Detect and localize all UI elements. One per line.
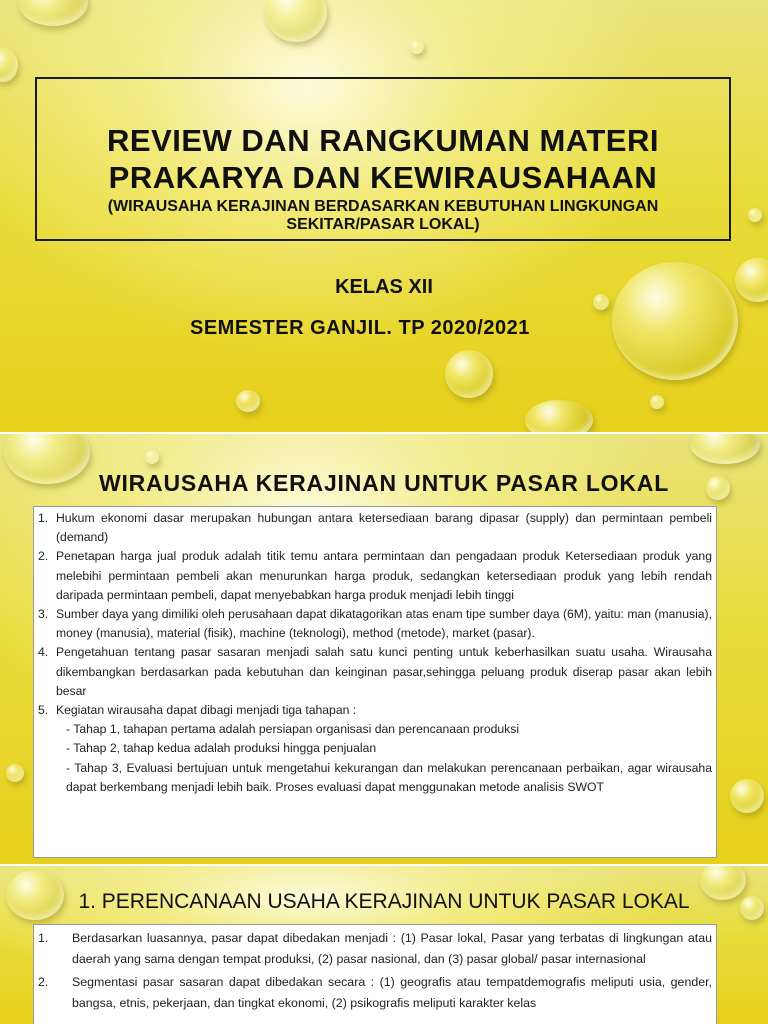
water-drop <box>236 390 260 412</box>
slide-perencanaan <box>0 866 768 1024</box>
item-number: 2. <box>38 549 49 564</box>
item-text: Penetapan harga jual produk adalah titik temu antara permintaan dan pengadaan produk Ketersediaan produk yang melebihi permintaan pembeli akan menurunkan harga produk, sedangkan ketersediaan produk yang lebih rendah daripada permintaan pembeli, dapat menyebabkan harga produk menjadi lebih tinggi <box>56 549 712 602</box>
title-line-1: REVIEW DAN RANGKUMAN MATERI <box>107 123 659 158</box>
kelas-label: KELAS XII <box>335 276 433 298</box>
water-drop <box>730 779 764 813</box>
water-drop <box>748 208 762 222</box>
water-drop <box>265 0 327 42</box>
list-item <box>38 509 712 547</box>
item-text: Berdasarkan luasannya, pasar dapat dibedakan menjadi : (1) Pasar lokal, Pasar yang terbatas di lingkungan atau daerah yang sama dengan tempat produksi, (2) pasar nasional, dan (3) pasar global/ pasar internasional <box>72 931 712 966</box>
water-drop <box>445 350 493 398</box>
item-number: 2. <box>38 975 49 989</box>
title-subtitle: (WIRAUSAHA KERAJINAN BERDASARKAN KEBUTUHAN LINGKUNGAN SEKITAR/PASAR LOKAL) <box>107 198 659 233</box>
sub-item: - Tahap 3, Evaluasi bertujuan untuk mengetahui kekurangan dan melakukan perencanaan perbaikan, agar wirausaha dapat berkembang menjadi lebih baik. Proses evaluasi dapat menggunakan metode analisis SWOT <box>66 760 712 794</box>
item-text: Kegiatan wirausaha dapat dibagi menjadi tiga tahapan : <box>56 703 357 718</box>
item-number: 5. <box>38 703 49 718</box>
list-item <box>38 547 712 605</box>
numbered-list <box>38 509 712 797</box>
numbered-list <box>38 928 712 1014</box>
content-box <box>33 924 717 1024</box>
sub-item: - Tahap 2, tahap kedua adalah produksi hingga penjualan <box>66 741 377 756</box>
title-box <box>35 77 731 241</box>
item-number: 3. <box>38 607 49 622</box>
item-text: Hukum ekonomi dasar merupakan hubungan antara ketersediaan barang dipasar (supply) dan permintaan pembeli (demand) <box>56 511 712 545</box>
slide-title-heading <box>37 122 729 196</box>
slide-title <box>0 0 768 432</box>
water-drop <box>145 450 159 464</box>
water-drop <box>6 764 24 782</box>
water-drop <box>18 0 88 26</box>
water-drop <box>0 48 18 82</box>
slide-pasar-lokal <box>0 434 768 864</box>
list-item <box>38 643 712 701</box>
item-number: 1. <box>38 931 49 945</box>
list-item <box>38 605 712 643</box>
item-text: Segmentasi pasar sasaran dapat dibedakan secara : (1) geografis atau tempatdemografis meliputi usia, gender, bangsa, etnis, pekerjaan, dan tingkat ekonomi, (2) psikografis meliputi karakter kelas <box>72 975 712 1010</box>
item-number: 1. <box>38 511 49 525</box>
water-drop <box>690 434 760 464</box>
list-item <box>38 972 712 1014</box>
item-text: Sumber daya yang dimiliki oleh perusahaan dapat dikatagorikan atas enam tipe sumber daya (6M), yaitu: man (manusia), money (manusia), material (fisik), machine (teknologi), method (metode), market (pasar). <box>56 607 712 641</box>
water-drop <box>650 395 664 409</box>
title-line-2: PRAKARYA DAN KEWIRAUSAHAAN <box>108 160 658 195</box>
section-title: WIRAUSAHA KERAJINAN UNTUK PASAR LOKAL <box>98 470 670 496</box>
semester-label: SEMESTER GANJIL. TP 2020/2021 <box>190 317 530 339</box>
sub-item: - Tahap 1, tahapan pertama adalah persiapan organisasi dan perencanaan produksi <box>66 722 520 737</box>
list-item <box>38 701 712 797</box>
water-drop <box>410 40 424 54</box>
item-text: Pengetahuan tentang pasar sasaran menjadi salah satu kunci penting untuk keberhasilkan suatu usaha. Wirausaha dikembangkan berdasarkan pada kebutuhan dan keinginan pasar,sehingga peluang produk diserap pasar akan lebih besar <box>56 645 712 698</box>
content-box <box>33 506 717 858</box>
list-item <box>38 928 712 970</box>
section-title: 1. PERENCANAAN USAHA KERAJINAN UNTUK PASAR LOKAL <box>78 890 690 913</box>
item-number: 4. <box>38 645 49 660</box>
water-drop <box>525 400 593 432</box>
